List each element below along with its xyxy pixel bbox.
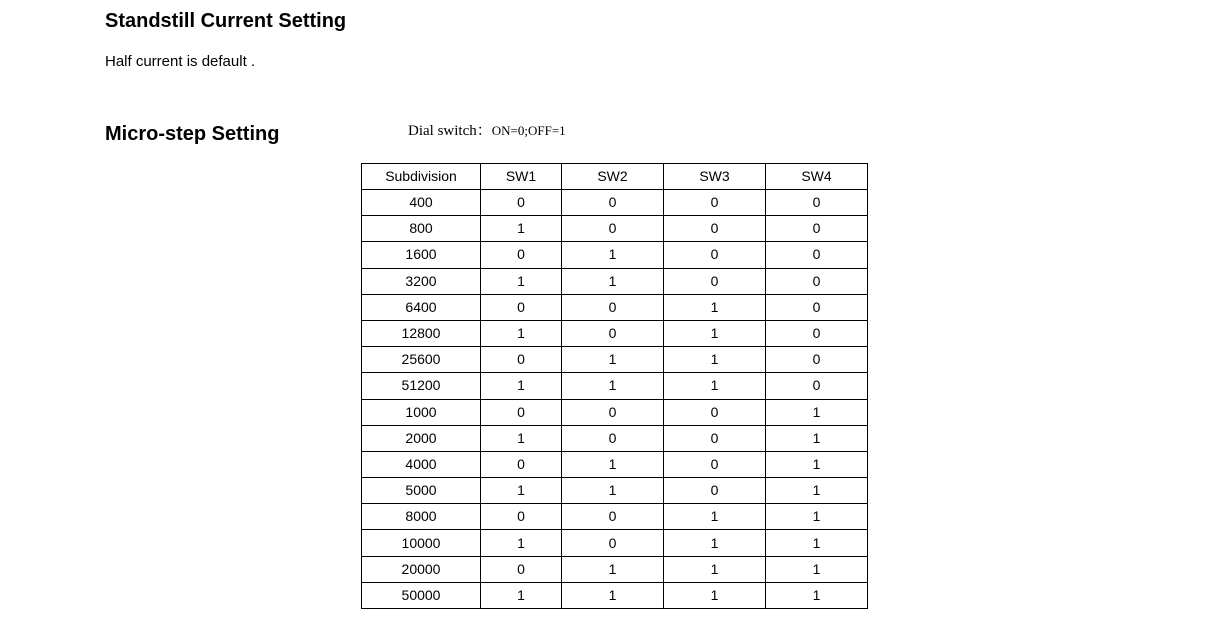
cell-sw2: 1 [562, 478, 664, 504]
cell-sw1: 1 [481, 320, 562, 346]
cell-sw1: 0 [481, 190, 562, 216]
cell-sw4: 0 [766, 190, 868, 216]
cell-sw2: 0 [562, 399, 664, 425]
cell-sw1: 0 [481, 556, 562, 582]
cell-subdivision: 1000 [362, 399, 481, 425]
table-row [362, 216, 868, 242]
cell-sw2: 0 [562, 504, 664, 530]
header-sw4: SW4 [766, 164, 868, 190]
table-row [362, 268, 868, 294]
cell-sw4: 0 [766, 294, 868, 320]
cell-sw3: 0 [664, 425, 766, 451]
cell-sw2: 1 [562, 268, 664, 294]
dial-switch-values: ON=0;OFF=1 [491, 123, 566, 138]
cell-sw2: 0 [562, 190, 664, 216]
cell-sw4: 1 [766, 399, 868, 425]
cell-sw4: 0 [766, 347, 868, 373]
cell-sw4: 0 [766, 373, 868, 399]
table-body [362, 190, 868, 609]
cell-subdivision: 5000 [362, 478, 481, 504]
cell-subdivision: 25600 [362, 347, 481, 373]
cell-subdivision: 800 [362, 216, 481, 242]
standstill-current-heading: Standstill Current Setting [105, 10, 347, 32]
cell-subdivision: 12800 [362, 320, 481, 346]
cell-sw1: 0 [481, 347, 562, 373]
cell-sw2: 1 [562, 582, 664, 608]
cell-sw1: 1 [481, 478, 562, 504]
micro-step-table [361, 163, 868, 609]
cell-sw4: 1 [766, 451, 868, 477]
cell-sw3: 0 [664, 242, 766, 268]
cell-sw4: 0 [766, 216, 868, 242]
cell-subdivision: 20000 [362, 556, 481, 582]
table-row [362, 451, 868, 477]
cell-sw3: 0 [664, 216, 766, 242]
micro-step-heading: Micro-step Setting [105, 123, 280, 145]
cell-sw3: 1 [664, 504, 766, 530]
cell-sw1: 0 [481, 451, 562, 477]
cell-sw4: 1 [766, 478, 868, 504]
cell-sw3: 0 [664, 190, 766, 216]
cell-sw3: 1 [664, 530, 766, 556]
cell-sw2: 0 [562, 425, 664, 451]
cell-sw3: 1 [664, 582, 766, 608]
header-sw3: SW3 [664, 164, 766, 190]
cell-sw2: 1 [562, 373, 664, 399]
cell-sw1: 1 [481, 530, 562, 556]
cell-sw2: 0 [562, 294, 664, 320]
cell-subdivision: 51200 [362, 373, 481, 399]
cell-sw2: 1 [562, 242, 664, 268]
table-row [362, 582, 868, 608]
header-sw1: SW1 [481, 164, 562, 190]
table-row [362, 347, 868, 373]
table-row [362, 320, 868, 346]
cell-subdivision: 2000 [362, 425, 481, 451]
cell-subdivision: 50000 [362, 582, 481, 608]
cell-sw1: 1 [481, 425, 562, 451]
table-row [362, 294, 868, 320]
cell-sw2: 0 [562, 320, 664, 346]
table-row [362, 530, 868, 556]
table-row [362, 399, 868, 425]
cell-sw3: 1 [664, 373, 766, 399]
table-row [362, 504, 868, 530]
cell-subdivision: 1600 [362, 242, 481, 268]
cell-sw2: 1 [562, 556, 664, 582]
cell-subdivision: 3200 [362, 268, 481, 294]
table-row [362, 556, 868, 582]
cell-sw1: 1 [481, 582, 562, 608]
table-row [362, 242, 868, 268]
cell-sw1: 0 [481, 504, 562, 530]
cell-sw3: 0 [664, 399, 766, 425]
cell-sw2: 1 [562, 347, 664, 373]
cell-subdivision: 10000 [362, 530, 481, 556]
cell-sw3: 0 [664, 451, 766, 477]
cell-sw4: 0 [766, 268, 868, 294]
cell-sw4: 1 [766, 425, 868, 451]
header-subdivision: Subdivision [362, 164, 481, 190]
table-row [362, 478, 868, 504]
dial-switch-note [408, 119, 566, 140]
table-header-row [362, 164, 868, 190]
cell-sw2: 1 [562, 451, 664, 477]
cell-sw3: 1 [664, 294, 766, 320]
cell-sw4: 0 [766, 320, 868, 346]
cell-sw1: 1 [481, 268, 562, 294]
cell-sw1: 1 [481, 373, 562, 399]
cell-sw3: 1 [664, 556, 766, 582]
cell-sw1: 1 [481, 216, 562, 242]
cell-subdivision: 8000 [362, 504, 481, 530]
cell-sw4: 1 [766, 504, 868, 530]
header-sw2: SW2 [562, 164, 664, 190]
cell-sw2: 0 [562, 530, 664, 556]
cell-sw4: 1 [766, 530, 868, 556]
cell-sw4: 1 [766, 556, 868, 582]
cell-sw4: 1 [766, 582, 868, 608]
dial-switch-label: Dial switch： [408, 123, 492, 139]
cell-sw3: 1 [664, 347, 766, 373]
half-current-note: Half current is default . [105, 53, 256, 70]
cell-sw4: 0 [766, 242, 868, 268]
cell-sw3: 0 [664, 268, 766, 294]
table-row [362, 425, 868, 451]
cell-sw1: 0 [481, 294, 562, 320]
cell-sw3: 0 [664, 478, 766, 504]
cell-sw1: 0 [481, 399, 562, 425]
cell-subdivision: 4000 [362, 451, 481, 477]
cell-sw1: 0 [481, 242, 562, 268]
table-row [362, 373, 868, 399]
cell-subdivision: 6400 [362, 294, 481, 320]
table-row [362, 190, 868, 216]
cell-subdivision: 400 [362, 190, 481, 216]
cell-sw3: 1 [664, 320, 766, 346]
cell-sw2: 0 [562, 216, 664, 242]
